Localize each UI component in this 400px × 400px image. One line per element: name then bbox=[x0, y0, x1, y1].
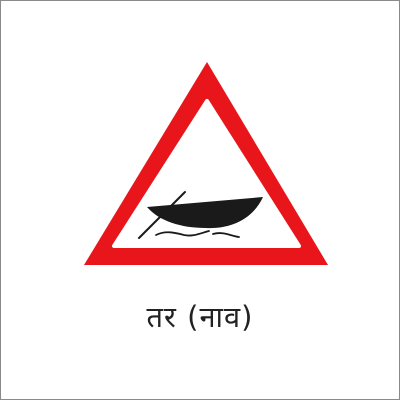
boat-warning-sign-icon bbox=[1, 1, 399, 399]
sign-caption: तर (नाव) bbox=[146, 300, 254, 334]
